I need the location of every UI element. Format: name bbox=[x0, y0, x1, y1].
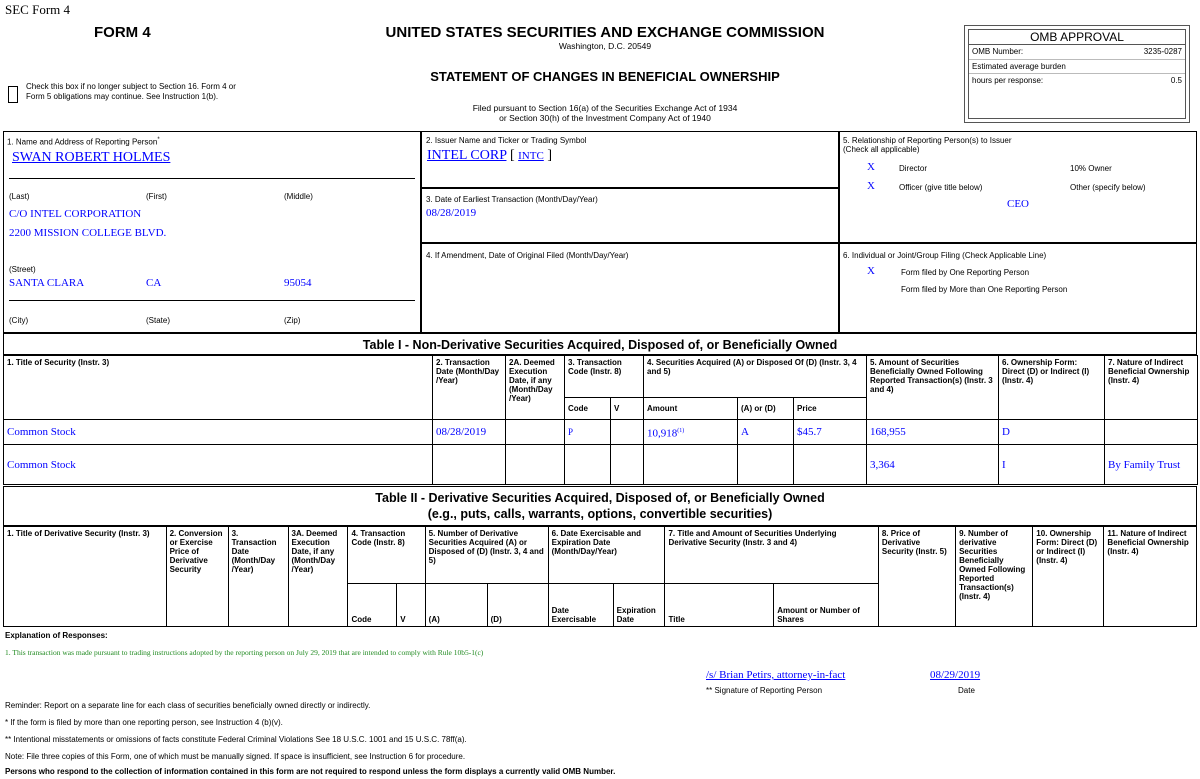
ticker-close: ] bbox=[547, 148, 552, 163]
omb-notice: Persons who respond to the collection of information contained in this form are not required to respond unless the form displays a currently valid OMB Number. bbox=[5, 767, 616, 776]
omb-burden-row bbox=[969, 60, 1185, 75]
t1-r1-deemed bbox=[506, 420, 565, 445]
issuer-box bbox=[421, 131, 839, 188]
omb-hours: 0.5 bbox=[1170, 76, 1182, 85]
t2-header-exercisable: 6. Date Exercisable and Expiration Date (Month/Day/Year) bbox=[548, 527, 665, 584]
state-label: (State) bbox=[146, 316, 171, 325]
reporting-person-box bbox=[3, 131, 421, 333]
t2-sub-d: (D) bbox=[487, 584, 548, 627]
t1-r2-date bbox=[433, 445, 506, 485]
t2-sub-code: Code bbox=[348, 584, 397, 627]
omb-number-row bbox=[969, 45, 1185, 60]
t2-header-nature: 11. Nature of Indirect Beneficial Ownership (Instr. 4) bbox=[1104, 527, 1197, 627]
zip-label: (Zip) bbox=[284, 316, 301, 325]
sec-form-label: SEC Form 4 bbox=[5, 2, 71, 17]
first-label: (First) bbox=[146, 192, 167, 201]
statement-title: STATEMENT OF CHANGES IN BENEFICIAL OWNERSHIP bbox=[430, 69, 780, 84]
t1-header-acquired: 4. Securities Acquired (A) or Disposed Of (D) (Instr. 3, 4 and 5) bbox=[644, 356, 867, 398]
t2-sub-v: V bbox=[397, 584, 425, 627]
t1-r1-nature bbox=[1105, 420, 1198, 445]
amendment-box bbox=[421, 243, 839, 333]
table1-title-bar bbox=[3, 333, 1197, 355]
t1-r1-date: 08/28/2019 bbox=[433, 420, 506, 445]
t1-r2-form: I bbox=[999, 445, 1105, 485]
t1-r2-v bbox=[611, 445, 644, 485]
omb-number: 3235-0287 bbox=[1143, 47, 1182, 56]
filed-line-1: Filed pursuant to Section 16(a) of the Securities Exchange Act of 1934 bbox=[472, 103, 738, 113]
address-line-2: 2200 MISSION COLLEGE BLVD. bbox=[9, 227, 167, 239]
table-row bbox=[4, 420, 1198, 445]
t1-r1-code: P bbox=[565, 420, 611, 445]
date-label: Date bbox=[958, 686, 975, 695]
zip-value: 95054 bbox=[284, 277, 312, 289]
t2-sub-a: (A) bbox=[425, 584, 487, 627]
reminder-note: Reminder: Report on a separate line for each class of securities beneficially owned directly or indirectly. bbox=[5, 701, 371, 710]
t2-header-deemed: 3A. Deemed Execution Date, if any (Month/Day /Year) bbox=[288, 527, 348, 627]
omb-title: OMB APPROVAL bbox=[969, 30, 1185, 45]
t2-sub-amount: Amount or Number of Shares bbox=[774, 584, 879, 627]
earliest-transaction-date: 08/28/2019 bbox=[426, 207, 477, 219]
signature-link[interactable]: /s/ Brian Petirs, attorney-in-fact bbox=[706, 669, 846, 681]
director-mark: X bbox=[867, 161, 875, 173]
t1-r1-amount-cell bbox=[644, 420, 738, 445]
t1-header-owned: 5. Amount of Securities Beneficially Owned Following Reported Transaction(s) (Instr. 3 and 4) bbox=[867, 356, 999, 420]
t1-r1-amount: 10,918 bbox=[647, 427, 678, 440]
t2-header-owned: 9. Number of derivative Securities Beneficially Owned Following Reported Transaction(s) (Instr. 4) bbox=[956, 527, 1033, 627]
t1-sub-v: V bbox=[611, 398, 644, 420]
t2-header-date: 3. Transaction Date (Month/Day /Year) bbox=[228, 527, 288, 627]
t1-r2-code bbox=[565, 445, 611, 485]
earliest-transaction-box bbox=[421, 188, 839, 243]
ticker-open: [ bbox=[509, 148, 515, 163]
omb-number-label: OMB Number: bbox=[972, 47, 1024, 56]
officer-label: Officer (give title below) bbox=[899, 183, 983, 192]
t1-r1-v bbox=[611, 420, 644, 445]
t1-r2-deemed bbox=[506, 445, 565, 485]
t1-r2-price bbox=[794, 445, 867, 485]
t1-r1-owned: 168,955 bbox=[867, 420, 999, 445]
one-person-label: Form filed by One Reporting Person bbox=[901, 268, 1030, 277]
issuer-name-link[interactable]: INTEL CORP bbox=[427, 148, 507, 163]
multiple-persons-label: Form filed by More than One Reporting Person bbox=[901, 285, 1068, 294]
t1-r1-footnote: (1) bbox=[677, 427, 685, 434]
star-note-1: * If the form is filed by more than one reporting person, see Instruction 4 (b)(v). bbox=[5, 718, 283, 727]
t1-r1-title: Common Stock bbox=[4, 420, 433, 445]
star-note-2: ** Intentional misstatements or omissions of facts constitute Federal Criminal Violations See 18 U.S.C. 1001 and 15 U.S.C. 78ff(a). bbox=[5, 735, 467, 744]
agency-city: Washington, D.C. 20549 bbox=[558, 41, 652, 51]
agency-name: UNITED STATES SECURITIES AND EXCHANGE COMMISSION bbox=[385, 24, 825, 41]
t1-r2-aord bbox=[738, 445, 794, 485]
omb-hours-row bbox=[969, 74, 1185, 89]
t1-header-title: 1. Title of Security (Instr. 3) bbox=[4, 356, 433, 420]
omb-approval-box bbox=[964, 25, 1190, 123]
one-person-mark: X bbox=[867, 265, 875, 277]
relationship-sublabel: (Check all applicable) bbox=[843, 145, 920, 154]
ticker-link[interactable]: INTC bbox=[518, 150, 544, 162]
reporting-person-label-mark: * bbox=[157, 137, 160, 143]
explanation-title: Explanation of Responses: bbox=[5, 631, 108, 640]
t1-sub-price: Price bbox=[794, 398, 867, 420]
omb-hours-label: hours per response: bbox=[972, 76, 1044, 85]
signature-date: 08/29/2019 bbox=[930, 669, 981, 681]
table2-title: Table II - Derivative Securities Acquired, Disposed of, or Beneficially Owned bbox=[375, 491, 825, 505]
table1 bbox=[3, 355, 1198, 485]
filed-line-2: or Section 30(h) of the Investment Company Act of 1940 bbox=[499, 113, 711, 123]
issuer-label: 2. Issuer Name and Ticker or Trading Symbol bbox=[426, 136, 587, 145]
t1-header-nature: 7. Nature of Indirect Beneficial Ownership (Instr. 4) bbox=[1105, 356, 1198, 420]
city-rule bbox=[9, 300, 415, 301]
ten-percent-owner-label: 10% Owner bbox=[1070, 164, 1112, 173]
t2-sub-date-exercisable: Date Exercisable bbox=[548, 584, 613, 627]
t1-r1-aord: A bbox=[738, 420, 794, 445]
t2-header-underlying: 7. Title and Amount of Securities Underlying Derivative Security (Instr. 3 and 4) bbox=[665, 527, 878, 584]
officer-title: CEO bbox=[1007, 198, 1029, 210]
footnote-1: 1. This transaction was made pursuant to trading instructions adopted by the reporting person on July 29, 2019 that are intended to comply with Rule 10b5-1(c) bbox=[5, 648, 484, 657]
filing-type-label: 6. Individual or Joint/Group Filing (Check Applicable Line) bbox=[843, 251, 1047, 260]
t1-r2-nature: By Family Trust bbox=[1105, 445, 1198, 485]
t1-r1-price: $45.7 bbox=[794, 420, 867, 445]
table2 bbox=[3, 526, 1197, 627]
signature-label: ** Signature of Reporting Person bbox=[706, 686, 823, 695]
t2-header-conversion: 2. Conversion or Exercise Price of Derivative Security bbox=[166, 527, 228, 627]
omb-burden-label: Estimated average burden bbox=[972, 61, 1066, 71]
other-label: Other (specify below) bbox=[1070, 183, 1146, 192]
officer-mark: X bbox=[867, 180, 875, 192]
t2-header-code: 4. Transaction Code (Instr. 8) bbox=[348, 527, 425, 584]
copies-note: Note: File three copies of this Form, one of which must be manually signed. If space is insufficient, see Instruction 6 for procedure. bbox=[5, 752, 466, 761]
t1-r2-title: Common Stock bbox=[4, 445, 433, 485]
reporting-person-label-text: 1. Name and Address of Reporting Person bbox=[7, 137, 158, 147]
earliest-transaction-label: 3. Date of Earliest Transaction (Month/Day/Year) bbox=[426, 195, 598, 204]
address-line-1: C/O INTEL CORPORATION bbox=[9, 208, 142, 220]
state-value: CA bbox=[146, 277, 162, 289]
t2-sub-expiration: Expiration Date bbox=[613, 584, 665, 627]
filing-type-box bbox=[839, 243, 1197, 333]
t1-sub-amount: Amount bbox=[644, 398, 738, 420]
t1-sub-code: Code bbox=[565, 398, 611, 420]
t2-sub-title: Title bbox=[665, 584, 774, 627]
reporting-person-name-link[interactable]: SWAN ROBERT HOLMES bbox=[12, 150, 171, 165]
t1-sub-aord: (A) or (D) bbox=[738, 398, 794, 420]
director-label: Director bbox=[899, 164, 928, 173]
table2-title-bar bbox=[3, 486, 1197, 526]
t1-header-code: 3. Transaction Code (Instr. 8) bbox=[565, 356, 644, 398]
t2-header-title: 1. Title of Derivative Security (Instr. 3) bbox=[4, 527, 167, 627]
last-label: (Last) bbox=[9, 192, 30, 201]
issuer-line bbox=[427, 148, 552, 164]
t2-header-number: 5. Number of Derivative Securities Acquired (A) or Disposed of (D) (Instr. 3, 4 and 5) bbox=[425, 527, 548, 584]
t1-r1-form: D bbox=[999, 420, 1105, 445]
form-number: FORM 4 bbox=[94, 24, 151, 41]
t1-header-ownership-form: 6. Ownership Form: Direct (D) or Indirect (I) (Instr. 4) bbox=[999, 356, 1105, 420]
relationship-box bbox=[839, 131, 1197, 243]
section16-checkbox[interactable] bbox=[8, 86, 18, 103]
t1-header-deemed: 2A. Deemed Execution Date, if any (Month/Day /Year) bbox=[506, 356, 565, 420]
city-label: (City) bbox=[9, 316, 29, 325]
filed-pursuant-note bbox=[340, 103, 870, 123]
table-row bbox=[4, 445, 1198, 485]
table1-title: Table I - Non-Derivative Securities Acquired, Disposed of, or Beneficially Owned bbox=[362, 338, 838, 352]
name-rule bbox=[9, 178, 415, 179]
t2-header-ownership-form: 10. Ownership Form: Direct (D) or Indirect (I) (Instr. 4) bbox=[1033, 527, 1104, 627]
t1-r2-amount bbox=[644, 445, 738, 485]
t2-header-price: 8. Price of Derivative Security (Instr. 5) bbox=[878, 527, 955, 627]
section16-checkbox-label: Check this box if no longer subject to Section 16. Form 4 or Form 5 obligations may continue. See Instruction 1(b). bbox=[26, 82, 236, 101]
relationship-label: 5. Relationship of Reporting Person(s) to Issuer bbox=[843, 136, 1012, 145]
reporting-person-label bbox=[7, 136, 160, 147]
city-value: SANTA CLARA bbox=[9, 277, 85, 289]
table2-subtitle: (e.g., puts, calls, warrants, options, convertible securities) bbox=[427, 507, 773, 521]
t1-header-date: 2. Transaction Date (Month/Day /Year) bbox=[433, 356, 506, 420]
middle-label: (Middle) bbox=[284, 192, 313, 201]
street-label: (Street) bbox=[9, 265, 36, 274]
t1-r2-owned: 3,364 bbox=[867, 445, 999, 485]
amendment-label: 4. If Amendment, Date of Original Filed (Month/Day/Year) bbox=[426, 251, 629, 260]
